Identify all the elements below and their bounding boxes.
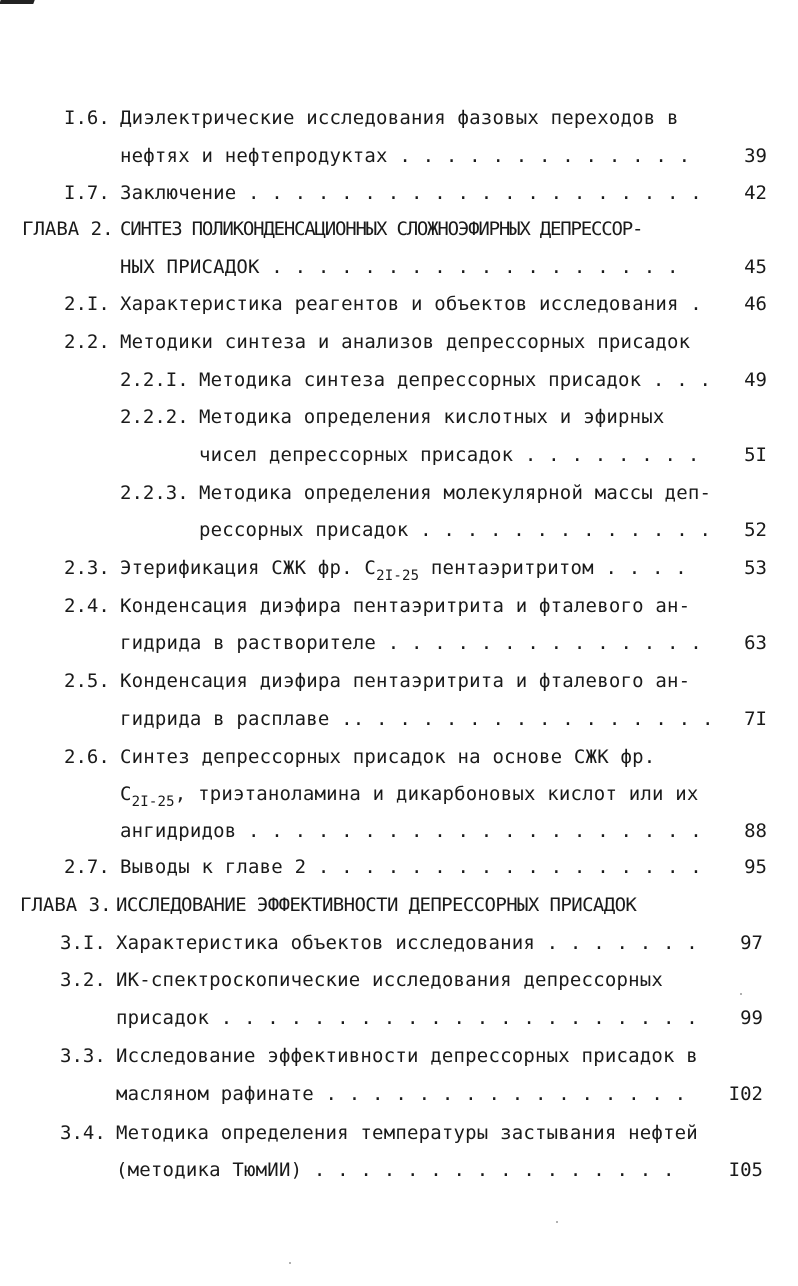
toc-entry-text-part: Этерификация СЖК фр. C <box>120 557 377 579</box>
toc-page-number: 52 <box>744 519 767 541</box>
toc-number: 2.I. <box>64 293 110 315</box>
subscript: 2I-25 <box>131 794 175 810</box>
toc-page-number: I05 <box>728 1159 763 1181</box>
toc-entry-text: рессорных присадок . . . . . . . . . . . . . <box>199 519 712 541</box>
toc-entry-text: Характеристика объектов исследования . . . . . . . <box>116 932 698 954</box>
toc-number: 2.3. <box>64 557 110 579</box>
toc-number: 2.4. <box>64 595 110 617</box>
toc-page-number: I02 <box>728 1083 763 1105</box>
toc-page-number: 42 <box>744 182 767 204</box>
toc-entry-text: ангидридов . . . . . . . . . . . . . . . . . . . . <box>120 820 702 842</box>
toc-entry-text: нефтях и нефтепродуктах . . . . . . . . . . . . . <box>120 145 691 167</box>
toc-page-number: 45 <box>744 256 767 278</box>
toc-page-number: 49 <box>744 369 767 391</box>
toc-subnumber: 2.2.3. <box>120 482 189 504</box>
toc-entry-text: Диэлектрические исследования фазовых переходов в <box>120 107 679 129</box>
toc-entry-text-part: C <box>120 783 132 805</box>
chapter-number: ГЛАВА 3. <box>20 894 112 916</box>
scan-corner-mark <box>0 0 35 4</box>
toc-entry-text: ИК-спектроскопические исследования депрессорных <box>116 969 664 991</box>
toc-number: 3.2. <box>60 969 106 991</box>
toc-number: 3.3. <box>60 1045 106 1067</box>
toc-page-number: 99 <box>740 1007 763 1029</box>
toc-entry-text: масляном рафинате . . . . . . . . . . . . . . . . <box>116 1083 687 1105</box>
toc-entry-text: Выводы к главе 2 . . . . . . . . . . . . . . . . . <box>120 856 702 878</box>
toc-entry-text: Исследование эффективности депрессорных присадок в <box>116 1045 698 1067</box>
toc-subnumber: 2.2.2. <box>120 406 189 428</box>
toc-entry-text: гидрида в расплаве .. . . . . . . . . . . . . . . . <box>120 708 714 730</box>
toc-page-number: 46 <box>744 293 767 315</box>
toc-page-number: 39 <box>744 145 767 167</box>
toc-entry-text <box>120 782 699 808</box>
chapter-title: ИССЛЕДОВАНИЕ ЭФФЕКТИВНОСТИ ДЕПРЕССОРНЫХ ПРИСАДОК <box>116 894 637 916</box>
toc-entry-text: (методика ТюмИИ) . . . . . . . . . . . . . . . . <box>116 1159 675 1181</box>
toc-entry-text-part: , триэтаноламина и дикарбоновых кислот или их <box>174 783 699 805</box>
toc-page-number: 95 <box>744 856 767 878</box>
toc-entry-text-part: пентаэритритом . . . . <box>419 557 687 579</box>
toc-entry-text <box>120 556 687 582</box>
toc-page-number: 7I <box>744 708 767 730</box>
toc-page-number: 88 <box>744 820 767 842</box>
toc-page-number: 5I <box>744 444 767 466</box>
toc-entry-text: Методика определения кислотных и эфирных <box>199 406 665 428</box>
toc-entry-text: Методика определения температуры застывания нефтей <box>116 1122 698 1144</box>
toc-number: 2.2. <box>64 331 110 353</box>
toc-entry-text: Синтез депрессорных присадок на основе СЖК фр. <box>120 746 656 768</box>
scan-speck <box>556 1221 558 1223</box>
toc-number: 3.4. <box>60 1122 106 1144</box>
toc-number: 2.6. <box>64 746 110 768</box>
toc-entry-text: Конденсация диэфира пентаэритрита и фталевого ан- <box>120 670 691 692</box>
toc-entry-text: присадок . . . . . . . . . . . . . . . . . . . . . <box>116 1007 698 1029</box>
toc-number: 2.5. <box>64 670 110 692</box>
toc-entry-text: Заключение . . . . . . . . . . . . . . . . . . . . <box>120 182 702 204</box>
toc-entry-text: гидрида в растворителе . . . . . . . . . . . . . . <box>120 632 702 654</box>
toc-entry-text: Характеристика реагентов и объектов исследования . <box>120 293 702 315</box>
toc-entry-text: чисел депрессорных присадок . . . . . . . . <box>199 444 700 466</box>
toc-number: I.7. <box>64 182 110 204</box>
subscript: 2I-25 <box>376 568 420 584</box>
toc-entry-text: Методики синтеза и анализов депрессорных присадок <box>120 331 691 353</box>
toc-subnumber: 2.2.I. <box>120 369 189 391</box>
chapter-title: НЫХ ПРИСАДОК . . . . . . . . . . . . . . . . . . <box>120 256 679 278</box>
toc-entry-text: Методика определения молекулярной массы деп- <box>199 482 712 504</box>
chapter-number: ГЛАВА 2. <box>22 218 114 240</box>
toc-number: 2.7. <box>64 856 110 878</box>
toc-page-number: 97 <box>740 932 763 954</box>
toc-number: I.6. <box>64 107 110 129</box>
chapter-title: СИНТЕЗ ПОЛИКОНДЕНСАЦИОННЫХ СЛОЖНОЭФИРНЫХ ДЕПРЕССОР- <box>120 218 643 240</box>
toc-entry-text: Методика синтеза депрессорных присадок . . . <box>199 369 712 391</box>
scan-speck <box>740 993 742 995</box>
toc-page-number: 63 <box>744 632 767 654</box>
scan-speck <box>289 1262 291 1264</box>
toc-page-number: 53 <box>744 557 767 579</box>
toc-entry-text: Конденсация диэфира пентаэритрита и фталевого ан- <box>120 595 691 617</box>
toc-number: 3.I. <box>60 932 106 954</box>
